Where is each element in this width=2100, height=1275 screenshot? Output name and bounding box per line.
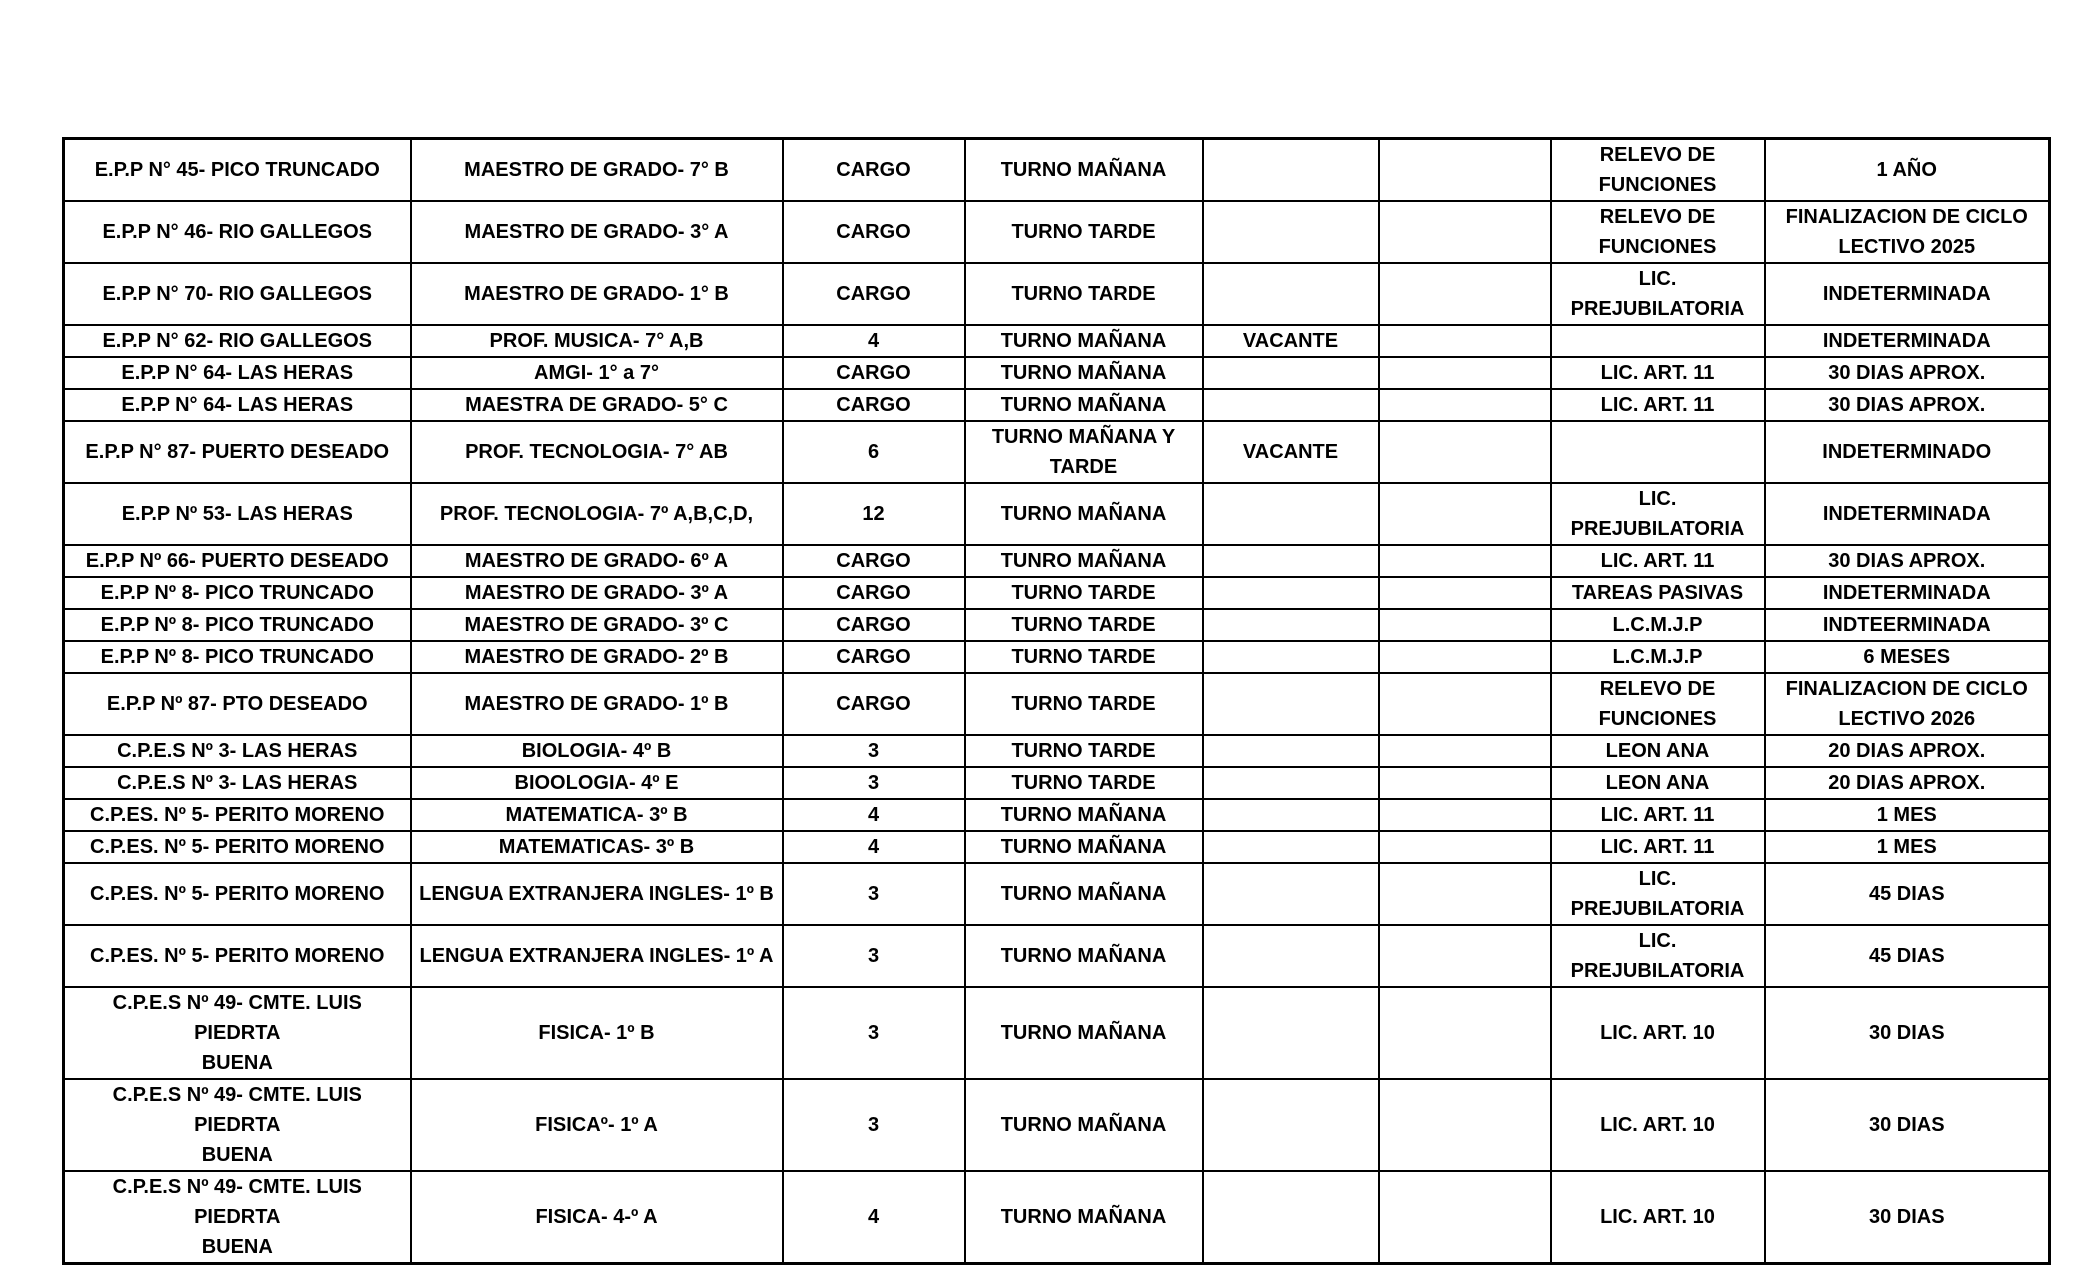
- duration-cell: INDETERMINADA: [1765, 577, 2050, 609]
- hours-cell: 3: [783, 863, 965, 925]
- position-cell: FISICAº- 1º A: [411, 1079, 783, 1171]
- reason-cell: RELEVO DE FUNCIONES: [1551, 673, 1765, 735]
- shift-cell: TURNO MAÑANA: [965, 325, 1203, 357]
- position-cell: MAESTRO DE GRADO- 1° B: [411, 263, 783, 325]
- table-row: [64, 641, 2050, 673]
- position-cell: PROF. TECNOLOGIA- 7° AB: [411, 421, 783, 483]
- reason-cell: L.C.M.J.P: [1551, 609, 1765, 641]
- duration-cell: 45 DIAS: [1765, 925, 2050, 987]
- duration-cell: INDETERMINADA: [1765, 325, 2050, 357]
- hours-cell: 6: [783, 421, 965, 483]
- reason-cell: LIC. PREJUBILATORIA: [1551, 863, 1765, 925]
- shift-cell: TURNO MAÑANA: [965, 357, 1203, 389]
- hours-cell: CARGO: [783, 389, 965, 421]
- reason-cell: [1551, 421, 1765, 483]
- school-cell: C.P.E.S Nº 49- CMTE. LUIS PIEDRTA BUENA: [64, 987, 411, 1079]
- hours-cell: CARGO: [783, 673, 965, 735]
- shift-cell: TURNO MAÑANA: [965, 863, 1203, 925]
- hours-cell: 3: [783, 1079, 965, 1171]
- extra-cell: [1379, 577, 1551, 609]
- status-cell: [1203, 925, 1379, 987]
- position-cell: MAESTRO DE GRADO- 2º B: [411, 641, 783, 673]
- status-cell: [1203, 673, 1379, 735]
- status-cell: [1203, 609, 1379, 641]
- table-row: [64, 735, 2050, 767]
- hours-cell: CARGO: [783, 577, 965, 609]
- reason-cell: LIC. ART. 11: [1551, 545, 1765, 577]
- table-row: [64, 325, 2050, 357]
- extra-cell: [1379, 673, 1551, 735]
- table-row: [64, 987, 2050, 1079]
- school-cell: E.P.P N° 64- LAS HERAS: [64, 389, 411, 421]
- status-cell: [1203, 357, 1379, 389]
- school-cell: C.P.E.S Nº 3- LAS HERAS: [64, 735, 411, 767]
- extra-cell: [1379, 799, 1551, 831]
- shift-cell: TURNO MAÑANA: [965, 139, 1203, 202]
- shift-cell: TURNO MAÑANA: [965, 483, 1203, 545]
- shift-cell: TURNO TARDE: [965, 767, 1203, 799]
- school-cell: C.P.E.S Nº 3- LAS HERAS: [64, 767, 411, 799]
- reason-cell: LIC. PREJUBILATORIA: [1551, 925, 1765, 987]
- school-cell: E.P.P N° 46- RIO GALLEGOS: [64, 201, 411, 263]
- status-cell: [1203, 863, 1379, 925]
- position-cell: LENGUA EXTRANJERA INGLES- 1º A: [411, 925, 783, 987]
- hours-cell: CARGO: [783, 609, 965, 641]
- status-cell: [1203, 799, 1379, 831]
- position-cell: MAESTRO DE GRADO- 7° B: [411, 139, 783, 202]
- status-cell: [1203, 483, 1379, 545]
- hours-cell: 3: [783, 925, 965, 987]
- hours-cell: CARGO: [783, 357, 965, 389]
- extra-cell: [1379, 863, 1551, 925]
- position-cell: MAESTRO DE GRADO- 3° A: [411, 201, 783, 263]
- school-cell: E.P.P N° 70- RIO GALLEGOS: [64, 263, 411, 325]
- duration-cell: 30 DIAS: [1765, 1079, 2050, 1171]
- reason-cell: TAREAS PASIVAS: [1551, 577, 1765, 609]
- shift-cell: TURNO TARDE: [965, 673, 1203, 735]
- duration-cell: 6 MESES: [1765, 641, 2050, 673]
- status-cell: [1203, 1171, 1379, 1264]
- vacancy-table: [62, 137, 2051, 1265]
- school-cell: E.P.P N° 64- LAS HERAS: [64, 357, 411, 389]
- shift-cell: TURNO MAÑANA: [965, 799, 1203, 831]
- school-cell: C.P.ES. Nº 5- PERITO MORENO: [64, 863, 411, 925]
- table-row: [64, 831, 2050, 863]
- school-cell: E.P.P N° 87- PUERTO DESEADO: [64, 421, 411, 483]
- table-body: [64, 139, 2050, 1264]
- status-cell: [1203, 767, 1379, 799]
- table-row: [64, 609, 2050, 641]
- reason-cell: LIC. ART. 10: [1551, 1079, 1765, 1171]
- position-cell: MAESTRO DE GRADO- 3º A: [411, 577, 783, 609]
- reason-cell: L.C.M.J.P: [1551, 641, 1765, 673]
- shift-cell: TURNO MAÑANA: [965, 987, 1203, 1079]
- table-row: [64, 1079, 2050, 1171]
- position-cell: AMGI- 1° a 7°: [411, 357, 783, 389]
- reason-cell: LEON ANA: [1551, 767, 1765, 799]
- hours-cell: 12: [783, 483, 965, 545]
- table-row: [64, 673, 2050, 735]
- hours-cell: CARGO: [783, 641, 965, 673]
- shift-cell: TURNO MAÑANA: [965, 925, 1203, 987]
- shift-cell: TURNO TARDE: [965, 735, 1203, 767]
- extra-cell: [1379, 545, 1551, 577]
- position-cell: MATEMATICA- 3º B: [411, 799, 783, 831]
- school-cell: C.P.E.S Nº 49- CMTE. LUIS PIEDRTA BUENA: [64, 1171, 411, 1264]
- extra-cell: [1379, 925, 1551, 987]
- duration-cell: INDETERMINADA: [1765, 263, 2050, 325]
- position-cell: PROF. TECNOLOGIA- 7º A,B,C,D,: [411, 483, 783, 545]
- shift-cell: TURNO TARDE: [965, 201, 1203, 263]
- school-cell: E.P.P Nº 66- PUERTO DESEADO: [64, 545, 411, 577]
- reason-cell: LIC. PREJUBILATORIA: [1551, 263, 1765, 325]
- table-row: [64, 357, 2050, 389]
- duration-cell: 30 DIAS: [1765, 1171, 2050, 1264]
- reason-cell: LIC. ART. 11: [1551, 831, 1765, 863]
- table-row: [64, 201, 2050, 263]
- position-cell: FISICA- 1º B: [411, 987, 783, 1079]
- hours-cell: 3: [783, 767, 965, 799]
- extra-cell: [1379, 325, 1551, 357]
- position-cell: LENGUA EXTRANJERA INGLES- 1º B: [411, 863, 783, 925]
- school-cell: C.P.E.S Nº 49- CMTE. LUIS PIEDRTA BUENA: [64, 1079, 411, 1171]
- hours-cell: 4: [783, 831, 965, 863]
- status-cell: [1203, 263, 1379, 325]
- duration-cell: 30 DIAS APROX.: [1765, 545, 2050, 577]
- hours-cell: 4: [783, 325, 965, 357]
- table-row: [64, 577, 2050, 609]
- table-row: [64, 863, 2050, 925]
- shift-cell: TURNO TARDE: [965, 263, 1203, 325]
- status-cell: [1203, 735, 1379, 767]
- school-cell: E.P.P Nº 8- PICO TRUNCADO: [64, 641, 411, 673]
- school-cell: E.P.P N° 45- PICO TRUNCADO: [64, 139, 411, 202]
- duration-cell: INDTEERMINADA: [1765, 609, 2050, 641]
- shift-cell: TURNO TARDE: [965, 609, 1203, 641]
- table-row: [64, 767, 2050, 799]
- table-row: [64, 799, 2050, 831]
- duration-cell: 1 MES: [1765, 831, 2050, 863]
- position-cell: MAESTRO DE GRADO- 1º B: [411, 673, 783, 735]
- position-cell: BIOLOGIA- 4º B: [411, 735, 783, 767]
- shift-cell: TUNRO MAÑANA: [965, 545, 1203, 577]
- reason-cell: LIC. ART. 10: [1551, 987, 1765, 1079]
- status-cell: [1203, 545, 1379, 577]
- shift-cell: TURNO TARDE: [965, 641, 1203, 673]
- reason-cell: LIC. ART. 11: [1551, 357, 1765, 389]
- reason-cell: LIC. PREJUBILATORIA: [1551, 483, 1765, 545]
- school-cell: E.P.P Nº 8- PICO TRUNCADO: [64, 577, 411, 609]
- school-cell: E.P.P Nº 53- LAS HERAS: [64, 483, 411, 545]
- extra-cell: [1379, 609, 1551, 641]
- position-cell: BIOOLOGIA- 4º E: [411, 767, 783, 799]
- duration-cell: 45 DIAS: [1765, 863, 2050, 925]
- hours-cell: CARGO: [783, 545, 965, 577]
- extra-cell: [1379, 263, 1551, 325]
- duration-cell: 20 DIAS APROX.: [1765, 767, 2050, 799]
- duration-cell: INDETERMINADO: [1765, 421, 2050, 483]
- extra-cell: [1379, 421, 1551, 483]
- shift-cell: TURNO MAÑANA: [965, 1171, 1203, 1264]
- extra-cell: [1379, 1079, 1551, 1171]
- duration-cell: 30 DIAS: [1765, 987, 2050, 1079]
- extra-cell: [1379, 357, 1551, 389]
- extra-cell: [1379, 483, 1551, 545]
- shift-cell: TURNO MAÑANA: [965, 831, 1203, 863]
- shift-cell: TURNO MAÑANA: [965, 389, 1203, 421]
- extra-cell: [1379, 139, 1551, 202]
- hours-cell: 4: [783, 799, 965, 831]
- status-cell: [1203, 1079, 1379, 1171]
- position-cell: MAESTRA DE GRADO- 5° C: [411, 389, 783, 421]
- reason-cell: RELEVO DE FUNCIONES: [1551, 201, 1765, 263]
- table-row: [64, 925, 2050, 987]
- duration-cell: FINALIZACION DE CICLO LECTIVO 2025: [1765, 201, 2050, 263]
- status-cell: [1203, 641, 1379, 673]
- status-cell: [1203, 577, 1379, 609]
- school-cell: E.P.P Nº 87- PTO DESEADO: [64, 673, 411, 735]
- duration-cell: 30 DIAS APROX.: [1765, 357, 2050, 389]
- extra-cell: [1379, 987, 1551, 1079]
- table-row: [64, 263, 2050, 325]
- position-cell: MAESTRO DE GRADO- 3º C: [411, 609, 783, 641]
- extra-cell: [1379, 389, 1551, 421]
- reason-cell: RELEVO DE FUNCIONES: [1551, 139, 1765, 202]
- duration-cell: 30 DIAS APROX.: [1765, 389, 2050, 421]
- hours-cell: CARGO: [783, 139, 965, 202]
- status-cell: [1203, 389, 1379, 421]
- school-cell: C.P.ES. Nº 5- PERITO MORENO: [64, 831, 411, 863]
- duration-cell: 1 AÑO: [1765, 139, 2050, 202]
- table-row: [64, 389, 2050, 421]
- hours-cell: CARGO: [783, 201, 965, 263]
- status-cell: VACANTE: [1203, 325, 1379, 357]
- table-row: [64, 483, 2050, 545]
- duration-cell: FINALIZACION DE CICLO LECTIVO 2026: [1765, 673, 2050, 735]
- status-cell: [1203, 201, 1379, 263]
- school-cell: E.P.P Nº 8- PICO TRUNCADO: [64, 609, 411, 641]
- reason-cell: LEON ANA: [1551, 735, 1765, 767]
- reason-cell: LIC. ART. 11: [1551, 389, 1765, 421]
- school-cell: E.P.P N° 62- RIO GALLEGOS: [64, 325, 411, 357]
- extra-cell: [1379, 641, 1551, 673]
- status-cell: [1203, 139, 1379, 202]
- hours-cell: 3: [783, 987, 965, 1079]
- position-cell: FISICA- 4-º A: [411, 1171, 783, 1264]
- duration-cell: 20 DIAS APROX.: [1765, 735, 2050, 767]
- hours-cell: 4: [783, 1171, 965, 1264]
- table-row: [64, 1171, 2050, 1264]
- duration-cell: 1 MES: [1765, 799, 2050, 831]
- extra-cell: [1379, 831, 1551, 863]
- shift-cell: TURNO MAÑANA: [965, 1079, 1203, 1171]
- reason-cell: LIC. ART. 11: [1551, 799, 1765, 831]
- hours-cell: CARGO: [783, 263, 965, 325]
- status-cell: [1203, 831, 1379, 863]
- table-row: [64, 139, 2050, 202]
- extra-cell: [1379, 1171, 1551, 1264]
- duration-cell: INDETERMINADA: [1765, 483, 2050, 545]
- extra-cell: [1379, 201, 1551, 263]
- reason-cell: LIC. ART. 10: [1551, 1171, 1765, 1264]
- shift-cell: TURNO TARDE: [965, 577, 1203, 609]
- status-cell: VACANTE: [1203, 421, 1379, 483]
- school-cell: C.P.ES. Nº 5- PERITO MORENO: [64, 799, 411, 831]
- position-cell: MAESTRO DE GRADO- 6º A: [411, 545, 783, 577]
- extra-cell: [1379, 735, 1551, 767]
- table-row: [64, 545, 2050, 577]
- position-cell: MATEMATICAS- 3º B: [411, 831, 783, 863]
- status-cell: [1203, 987, 1379, 1079]
- shift-cell: TURNO MAÑANA Y TARDE: [965, 421, 1203, 483]
- position-cell: PROF. MUSICA- 7° A,B: [411, 325, 783, 357]
- school-cell: C.P.ES. Nº 5- PERITO MORENO: [64, 925, 411, 987]
- table-row: [64, 421, 2050, 483]
- reason-cell: [1551, 325, 1765, 357]
- extra-cell: [1379, 767, 1551, 799]
- hours-cell: 3: [783, 735, 965, 767]
